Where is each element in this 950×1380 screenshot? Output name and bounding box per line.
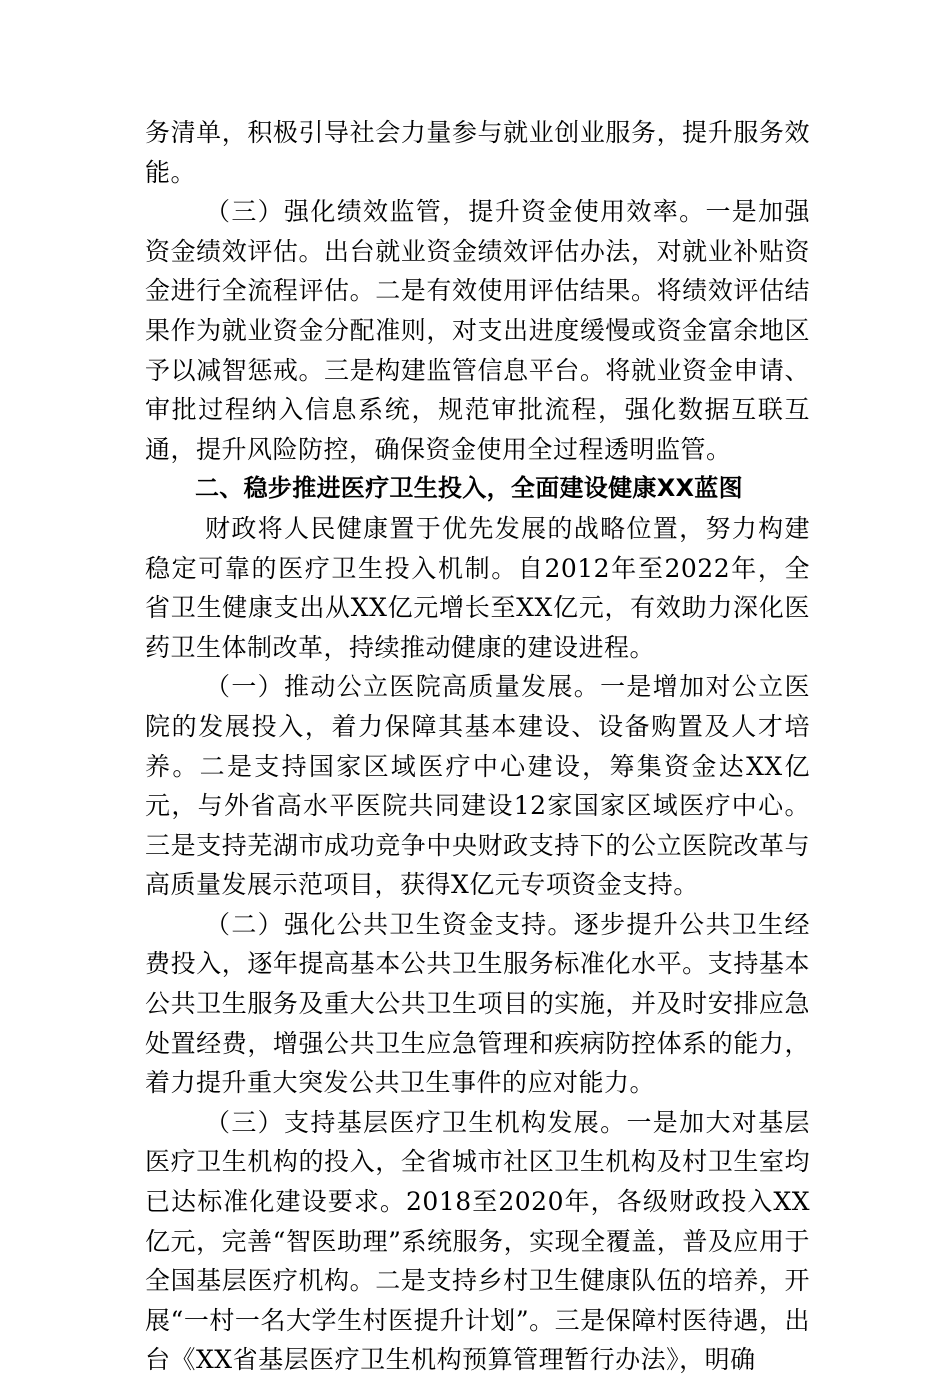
paragraph-public-hospitals-body: 一是增加对公立医院的发展投入，着力保障其基本建设、设备购置及人才培养。二是支持国家区域医疗中心建设，筹集资金达XX亿元，与外省高水平医院共同建设12家国家区域医疗中心。三是支持芜湖市成功竞争中央财政支持下的公立医院改革与高质量发展示范项目，获得X亿元专项资金支持。 (145, 672, 810, 900)
paragraph-grassroots-institutions-body: 一是加大对基层医疗卫生机构的投入，全省城市社区卫生机构及村卫生室均已达标准化建设要求。2018至2020年，各级财政投入XX亿元，完善“智医助理”系统服务，实现全覆盖，普及应用于全国基层医疗机构。二是支持乡村卫生健康队伍的培养，开展“一村一名大学生村医提升计划”。三是保障村医待遇，出台《XX省基层医疗卫生机构预算管理暂行办法》，明确 (145, 1107, 810, 1375)
paragraph-public-hospitals (145, 667, 810, 905)
paragraph-performance-supervision-body: 一是加强资金绩效评估。出台就业资金绩效评估办法，对就业补贴资金进行全流程评估。二是有效使用评估结果。将绩效评估结果作为就业资金分配准则，对支出进度缓慢或资金富余地区予以减智惩戒。三是构建监管信息平台。将就业资金申请、审批过程纳入信息系统，规范审批流程，强化数据互联互通，提升风险防控，确保资金使用全过程透明监管。 (145, 197, 810, 464)
paragraph-continuation: 务清单，积极引导社会力量参与就业创业服务，提升服务效能。 (145, 118, 810, 187)
paragraph-public-health-funding (145, 905, 810, 1103)
section-heading-medical-health: 二、稳步推进医疗卫生投入，全面建设健康XX蓝图 (195, 474, 743, 503)
subheading-public-health-funding: （二）强化公共卫生资金支持。 (205, 909, 574, 939)
paragraph-public-health-funding-body: 逐步提升公共卫生经费投入，逐年提高基本公共卫生服务标准化水平。支持基本公共卫生服务及重大公共卫生项目的实施，并及时安排应急处置经费，增强公共卫生应急管理和疾病防控体系的能力，着力提升重大突发公共卫生事件的应对能力。 (145, 909, 810, 1098)
document-body (145, 113, 810, 1380)
subheading-grassroots-institutions: （三）支持基层医疗卫生机构发展。 (205, 1107, 627, 1137)
subheading-public-hospitals: （一）推动公立医院高质量发展。 (205, 672, 601, 702)
subheading-performance-supervision: （三）强化绩效监管，提升资金使用效率。 (205, 197, 706, 227)
paragraph-health-intro: 财政将人民健康置于优先发展的战略位置，努力构建稳定可靠的医疗卫生投入机制。自2012年至2022年，全省卫生健康支出从XX亿元增长至XX亿元，有效助力深化医药卫生体制改革，持续推动健康的建设进程。 (145, 513, 810, 662)
paragraph-grassroots-institutions (145, 1103, 810, 1380)
paragraph-performance-supervision (145, 192, 810, 469)
